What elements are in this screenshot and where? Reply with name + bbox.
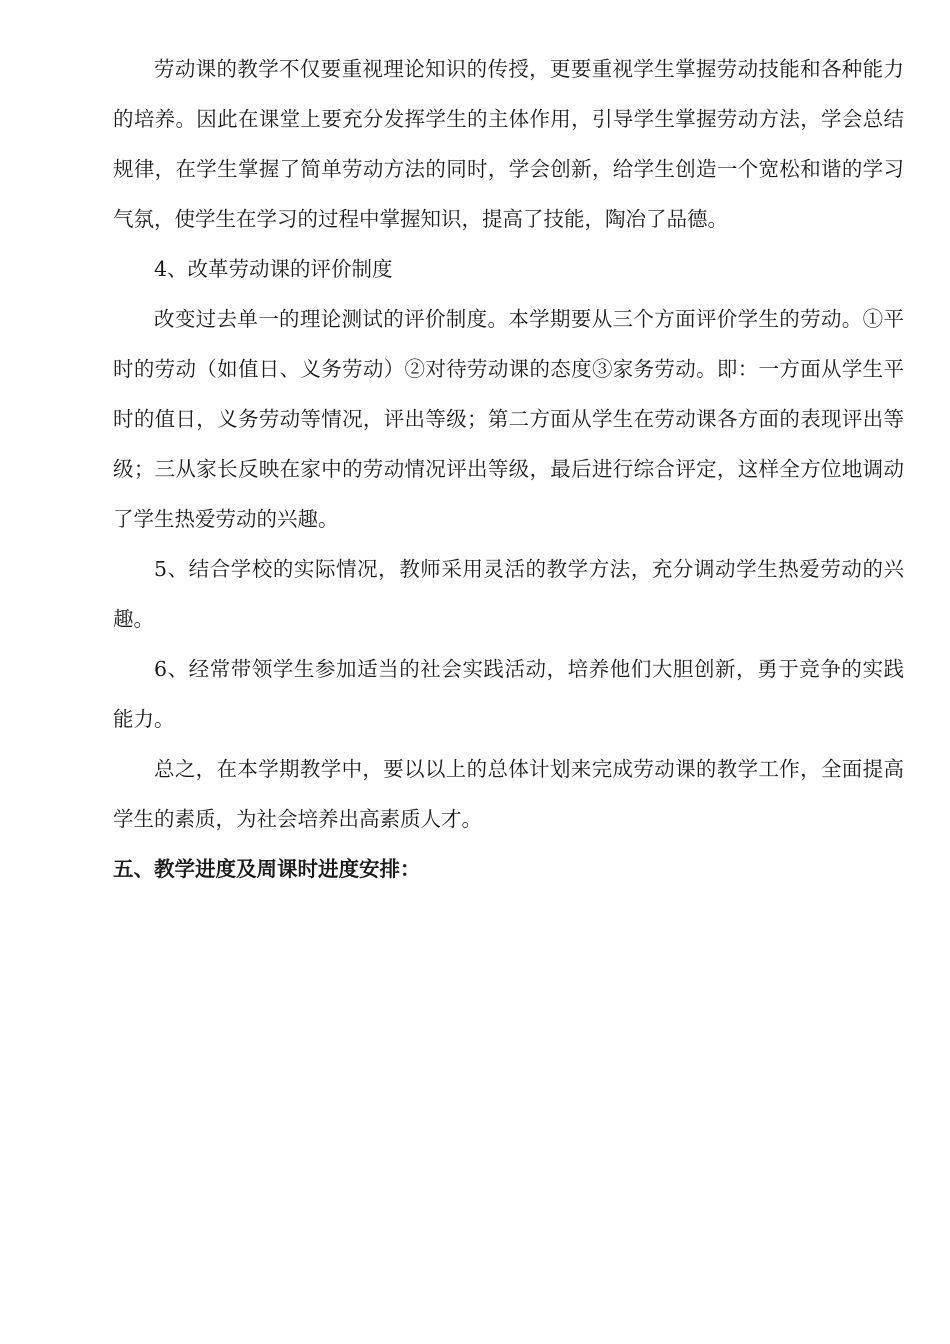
paragraph-summary: 总之，在本学期教学中，要以以上的总体计划来完成劳动课的教学工作，全面提高学生的素质，为社会培养出高素质人才。 xyxy=(113,757,904,831)
item-4-evaluation-reform: 4、改革劳动课的评价制度 xyxy=(154,257,393,281)
document-body xyxy=(113,44,904,894)
paragraph-evaluation-details: 改变过去单一的理论测试的评价制度。本学期要从三个方面评价学生的劳动。①平时的劳动（如值日、义务劳动）②对待劳动课的态度③家务劳动。即：一方面从学生平时的值日，义务劳动等情况，评出等级；第二方面从学生在劳动课各方面的表现评出等级；三从家长反映在家中的劳动情况评出等级，最后进行综合评定，这样全方位地调动了学生热爱劳动的兴趣。 xyxy=(113,307,904,531)
item-6-social-practice: 6、经常带领学生参加适当的社会实践活动，培养他们大胆创新，勇于竞争的实践能力。 xyxy=(113,657,904,731)
section-heading: 五、教学进度及周课时进度安排： xyxy=(113,857,421,881)
item-5-flexible-methods: 5、结合学校的实际情况，教师采用灵活的教学方法，充分调动学生热爱劳动的兴趣。 xyxy=(113,557,904,631)
paragraph-teaching-focus: 劳动课的教学不仅要重视理论知识的传授，更要重视学生掌握劳动技能和各种能力的培养。因此在课堂上要充分发挥学生的主体作用，引导学生掌握劳动方法，学会总结规律，在学生掌握了简单劳动方法的同时，学会创新，给学生创造一个宽松和谐的学习气氛，使学生在学习的过程中掌握知识，提高了技能，陶冶了品德。 xyxy=(113,57,904,231)
